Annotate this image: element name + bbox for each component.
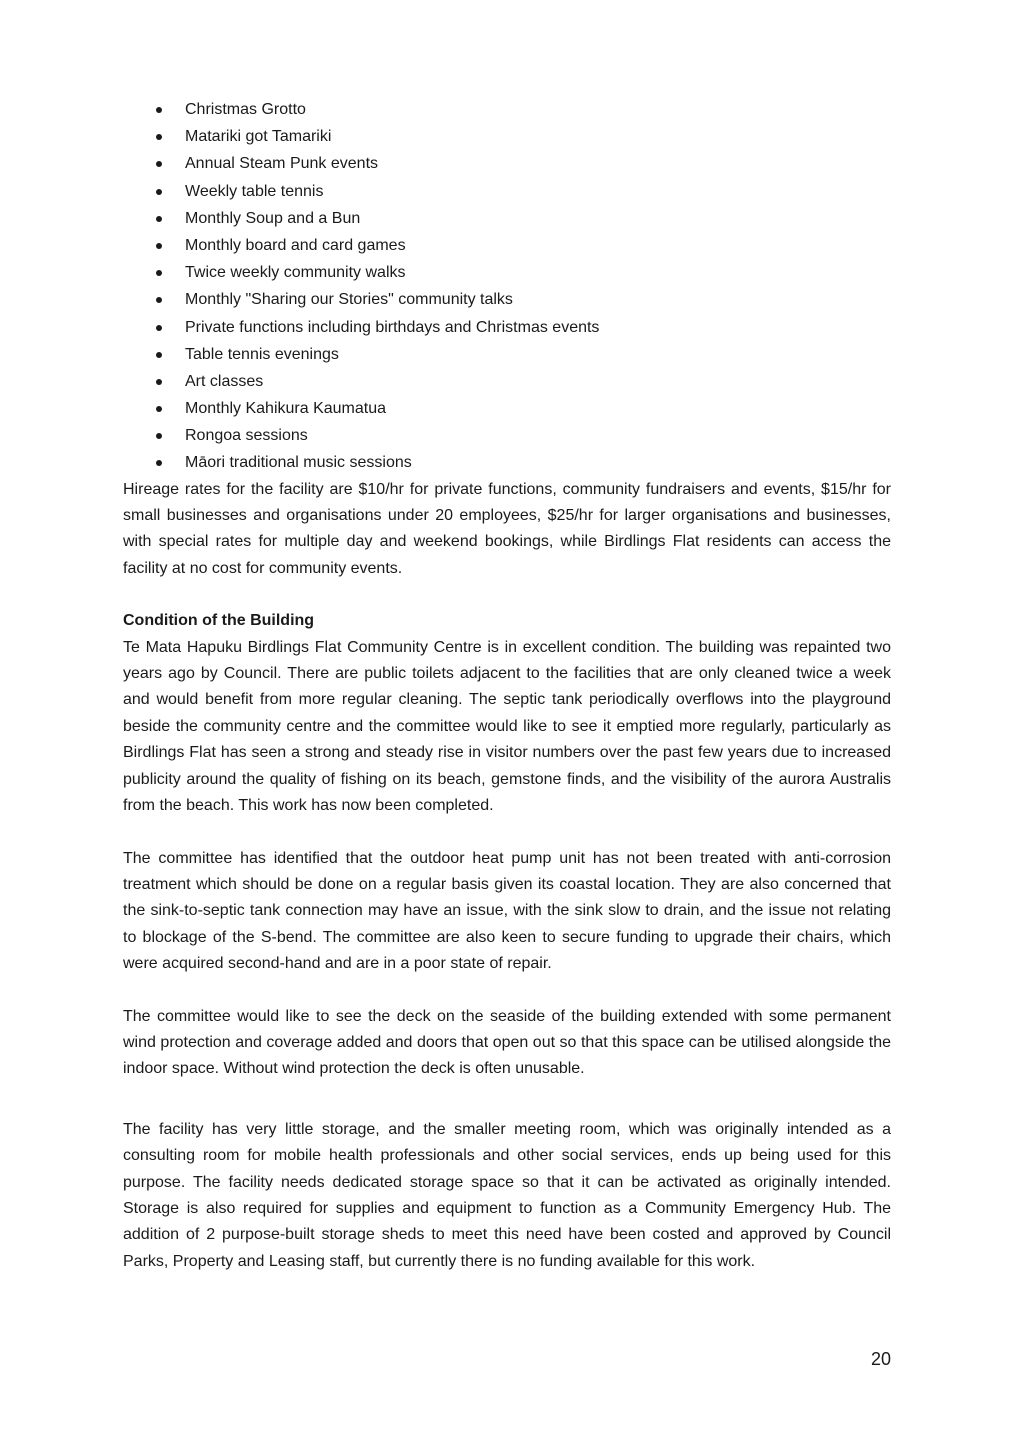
activities-list	[123, 96, 891, 477]
bullet-icon	[156, 161, 162, 167]
hireage-paragraph: Hireage rates for the facility are $10/hr for private functions, community fundraisers and events, $15/hr for small businesses and organisations under 20 employees, $25/hr for larger organisations and businesses, with special rates for multiple day and weekend bookings, while Birdlings Flat residents can access the facility at no cost for community events.	[123, 480, 891, 577]
list-item: Monthly Kahikura Kaumatua	[123, 395, 891, 422]
list-item: Annual Steam Punk events	[123, 150, 891, 177]
list-item: Matariki got Tamariki	[123, 123, 891, 150]
bullet-icon	[156, 460, 162, 466]
list-item: Christmas Grotto	[123, 96, 891, 123]
list-item: Māori traditional music sessions	[123, 449, 891, 476]
list-item: Weekly table tennis	[123, 178, 891, 205]
bullet-icon	[156, 406, 162, 412]
spacer	[123, 820, 891, 846]
condition-paragraph: The committee would like to see the deck on the seaside of the building extended with some permanent wind protection and coverage added and doors that open out so that this space can be utilised alongside the indoor space. Without wind protection the deck is often unusable.	[123, 1007, 891, 1078]
list-item: Table tennis evenings	[123, 341, 891, 368]
spacer	[123, 582, 891, 608]
condition-paragraph: Te Mata Hapuku Birdlings Flat Community Centre is in excellent condition. The building was repainted two years ago by Council. There are public toilets adjacent to the facilities that are only cleaned twice a week and would benefit from more regular cleaning. The septic tank periodically overflows into the playground beside the community centre and the committee would like to see it emptied more regularly, particularly as Birdlings Flat has seen a strong and steady rise in visitor numbers over the past few years due to increased publicity around the quality of fishing on its beach, gemstone finds, and the visibility of the aurora Australis from the beach. This work has now been completed.	[123, 638, 891, 815]
list-item: Rongoa sessions	[123, 422, 891, 449]
list-item: Monthly board and card games	[123, 232, 891, 259]
spacer	[123, 1083, 891, 1117]
condition-paragraph: The committee has identified that the outdoor heat pump unit has not been treated with anti-corrosion treatment which should be done on a regular basis given its coastal location. They are also concerned that the sink-to-septic tank connection may have an issue, with the sink slow to drain, and the issue not relating to blockage of the S-bend. The committee are also keen to secure funding to upgrade their chairs, which were acquired second-hand and are in a poor state of repair.	[123, 849, 891, 973]
bullet-icon	[156, 243, 162, 249]
bullet-icon	[156, 325, 162, 331]
spacer	[123, 978, 891, 1004]
bullet-icon	[156, 107, 162, 113]
bullet-icon	[156, 216, 162, 222]
bullet-icon	[156, 189, 162, 195]
bullet-icon	[156, 379, 162, 385]
bullet-icon	[156, 270, 162, 276]
list-item: Monthly "Sharing our Stories" community talks	[123, 286, 891, 313]
bullet-icon	[156, 352, 162, 358]
list-item: Art classes	[123, 368, 891, 395]
bullet-icon	[156, 433, 162, 439]
page-number: 20	[870, 1349, 891, 1369]
list-item: Twice weekly community walks	[123, 259, 891, 286]
condition-paragraph: The facility has very little storage, and the smaller meeting room, which was originally intended as a consulting room for mobile health professionals and other social services, ends up being used for this purpose. The facility needs dedicated storage space so that it can be activated as originally intended. Storage is also required for supplies and equipment to function as a Community Emergency Hub. The addition of 2 purpose-built storage sheds to meet this need have been costed and approved by Council Parks, Property and Leasing staff, but currently there is no funding available for this work.	[123, 1120, 891, 1270]
list-item: Monthly Soup and a Bun	[123, 205, 891, 232]
bullet-icon	[156, 134, 162, 140]
bullet-icon	[156, 297, 162, 303]
list-item: Private functions including birthdays and Christmas events	[123, 314, 891, 341]
section-heading: Condition of the Building	[123, 612, 315, 630]
document-page	[123, 96, 891, 1275]
